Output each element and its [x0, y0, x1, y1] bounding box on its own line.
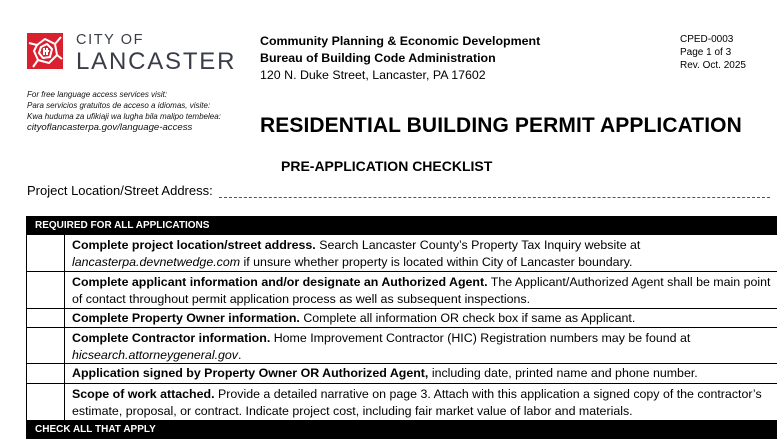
logo-line-2: LANCASTER — [76, 47, 237, 75]
item-body: Complete all information OR check box if same as Applicant. — [299, 311, 636, 325]
language-line-sw: Kwa huduma za ufikiaji wa lugha bila malipo tembelea: — [27, 112, 221, 121]
item-body-2: . — [238, 347, 242, 362]
item-heading: Scope of work attached. — [72, 387, 215, 401]
checklist-row — [27, 235, 777, 272]
checklist-row — [27, 272, 777, 309]
item-body: Search Lancaster County’s Property Tax Inquiry website at — [315, 238, 641, 252]
page-subtitle: PRE-APPLICATION CHECKLIST — [281, 158, 493, 174]
department-info — [260, 33, 540, 84]
checklist-item-text — [65, 235, 777, 271]
checklist-item-text — [65, 328, 777, 363]
city-rose-logo-icon — [27, 33, 63, 69]
language-access-link[interactable]: cityoflancasterpa.gov/language-access — [27, 122, 193, 133]
checklist-row — [27, 384, 777, 420]
tax-inquiry-link[interactable]: lancasterpa.devnetwedge.com — [72, 254, 241, 269]
item-body: The Applicant/Authorized Agent shall be main point of contact throughout permit application process as well as subsequent inspections. — [72, 275, 771, 306]
checkbox[interactable] — [27, 309, 65, 327]
form-id: CPED-0003 — [680, 34, 734, 45]
address-input[interactable] — [219, 183, 770, 198]
checklist-item-text — [65, 364, 777, 383]
department-name: Community Planning & Economic Development — [260, 34, 541, 48]
item-body: Home Improvement Contractor (HIC) Registration numbers may be found at — [270, 331, 691, 345]
checklist-row — [27, 309, 777, 328]
language-line-en: For free language access services visit: — [27, 90, 168, 99]
checklist-item-text — [65, 309, 777, 327]
hic-search-link[interactable]: hicsearch.attorneygeneral.gov — [72, 347, 238, 362]
page-title: RESIDENTIAL BUILDING PERMIT APPLICATION — [260, 114, 742, 137]
city-logo-wordmark — [76, 33, 236, 74]
checkbox[interactable] — [27, 235, 65, 271]
item-body: including date, printed name and phone number. — [428, 366, 698, 380]
item-body-2: if unsure whether property is located within City of Lancaster boundary. — [240, 254, 633, 269]
checklist-item-text — [65, 384, 777, 420]
checklist-row — [27, 328, 777, 364]
item-heading: Application signed by Property Owner OR Authorized Agent, — [72, 366, 429, 380]
language-access-notice — [27, 89, 221, 134]
page-number: Page 1 of 3 — [680, 47, 732, 58]
address-field-row — [27, 183, 770, 198]
item-heading: Complete Contractor information. — [72, 331, 271, 345]
logo-line-1: CITY OF — [76, 32, 145, 48]
address-label: Project Location/Street Address: — [27, 183, 213, 198]
item-heading: Complete applicant information and/or designate an Authorized Agent. — [72, 275, 488, 289]
checkbox[interactable] — [27, 272, 65, 308]
department-address: 120 N. Duke Street, Lancaster, PA 17602 — [260, 68, 486, 82]
section-header-check-all: CHECK ALL THAT APPLY — [27, 420, 777, 439]
checklist-item-text — [65, 272, 777, 308]
item-heading: Complete project location/street address. — [72, 238, 316, 252]
item-body: Provide a detailed narrative on page 3. Attach with this application a signed copy of the contractor’s estimate, proposal, or contract. Indicate project cost, including fair market value of labor and materials. — [72, 387, 762, 418]
checkbox[interactable] — [27, 384, 65, 420]
checkbox[interactable] — [27, 364, 65, 383]
language-line-es: Para servicios gratuitos de acceso a idiomas, visite: — [27, 101, 211, 110]
revision-date: Rev. Oct. 2025 — [680, 60, 746, 71]
checklist-table — [26, 216, 777, 439]
section-header-required: REQUIRED FOR ALL APPLICATIONS — [27, 216, 777, 235]
checklist-row — [27, 364, 777, 384]
checkbox[interactable] — [27, 328, 65, 363]
form-meta — [680, 33, 746, 72]
item-heading: Complete Property Owner information. — [72, 311, 300, 325]
bureau-name: Bureau of Building Code Administration — [260, 51, 496, 65]
